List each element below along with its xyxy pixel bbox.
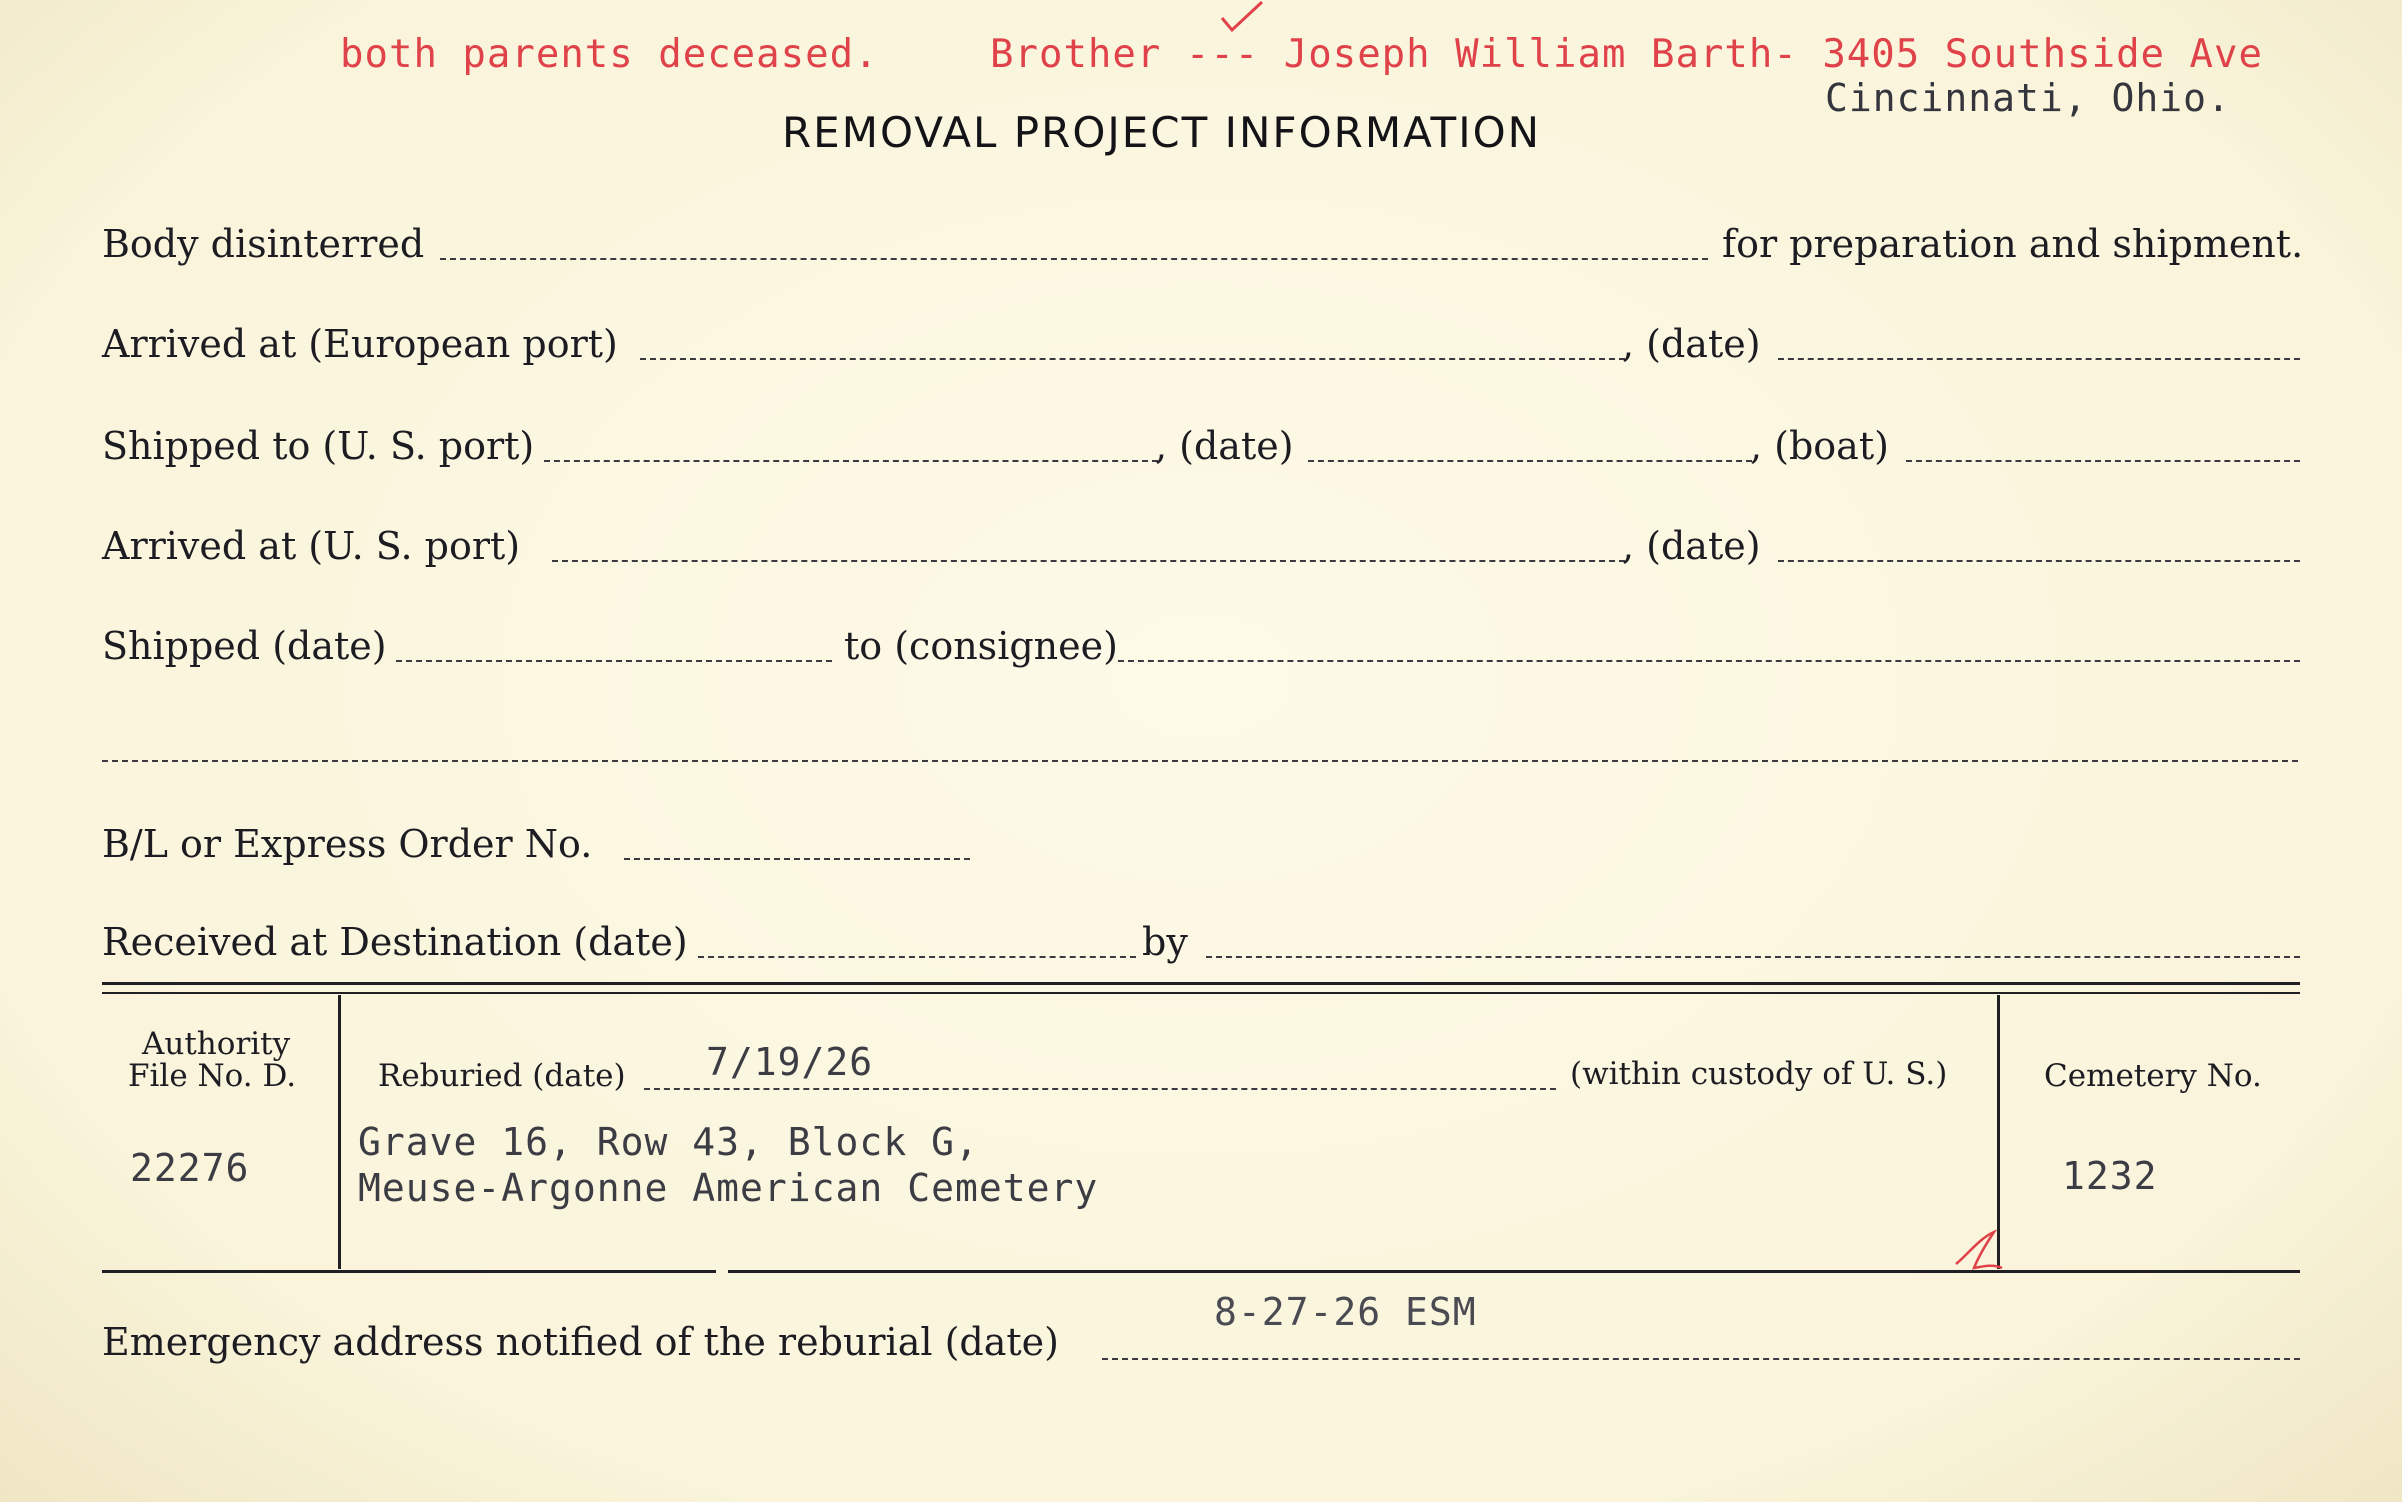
label-by: by [1142,920,1188,964]
reburied-date: 7/19/26 [706,1040,874,1084]
label-date: , (date) [1155,424,1294,468]
blank-line [440,258,1708,260]
label-date: , (date) [1622,524,1761,568]
note-brother: Brother --- Joseph William Barth- 3405 Southside Ave [990,32,2263,77]
column-divider [338,995,341,1269]
divider-rule [102,992,2300,994]
label-emergency: Emergency address notified of the reburial (date) [102,1320,1059,1364]
blank-line [1308,460,1752,462]
label-body-disinterred: Body disinterred [102,222,425,266]
label-authority: Authority [142,1026,291,1062]
blank-line [1778,358,2300,360]
label-cemetery-no: Cemetery No. [2044,1058,2262,1094]
label-boat: , (boat) [1750,424,1889,468]
faded-stamp-mark [1960,100,2260,140]
blank-line [1778,560,2300,562]
note-parents: both parents deceased. [340,32,879,77]
pencil-mark-icon [1950,1224,2010,1274]
label-bl-order: B/L or Express Order No. [102,822,593,866]
blank-line [552,560,1625,562]
blank-line [1102,1358,2300,1360]
label-reburied: Reburied (date) [378,1058,626,1094]
divider-rule [102,982,2300,985]
grave-location-line-1: Grave 16, Row 43, Block G, [358,1120,979,1164]
blank-line [624,858,970,860]
blank-line [1206,956,2300,958]
blank-line [1906,460,2300,462]
blank-line [640,358,1625,360]
label-shipped-date: Shipped (date) [102,624,387,668]
form-title: REMOVAL PROJECT INFORMATION [782,108,1542,157]
blank-line [1118,660,2300,662]
blank-line [544,460,1158,462]
divider-rule [102,1270,716,1273]
blank-line [396,660,832,662]
blank-line [644,1088,1556,1090]
label-date: , (date) [1622,322,1761,366]
note-city: Cincinnati, Ohio. [1825,76,2231,120]
divider-rule [728,1270,2300,1273]
label-shipped-us-port: Shipped to (U. S. port) [102,424,535,468]
label-file-no: File No. D. [128,1058,297,1094]
label-received-destination: Received at Destination (date) [102,920,688,964]
emergency-stamp: 8-27-26 ESM [1214,1290,1477,1334]
check-mark-icon [1218,0,1268,36]
label-to-consignee: to (consignee) [844,624,1118,668]
cemetery-number: 1232 [2062,1154,2158,1198]
label-custody: (within custody of U. S.) [1570,1056,1948,1092]
file-number: 22276 [130,1146,250,1190]
blank-line [698,956,1136,958]
blank-line [102,760,2298,762]
label-for-preparation: for preparation and shipment. [1722,222,2304,266]
label-arrived-us-port: Arrived at (U. S. port) [102,524,521,568]
grave-location-line-2: Meuse-Argonne American Cemetery [358,1166,1099,1210]
label-arrived-european: Arrived at (European port) [102,322,618,366]
